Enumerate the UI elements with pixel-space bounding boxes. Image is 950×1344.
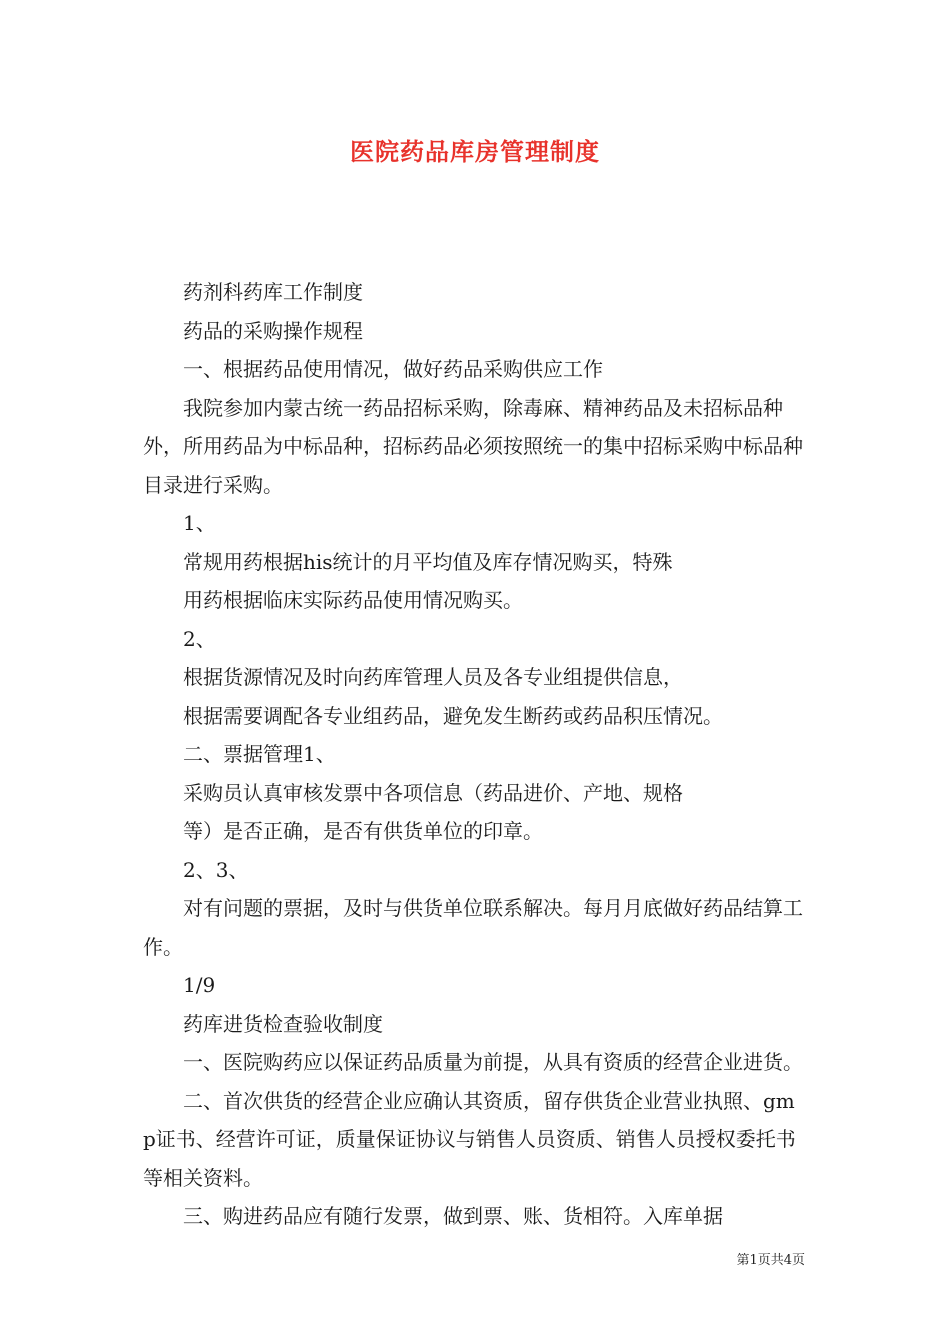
paragraph: 二、首次供货的经营企业应确认其资质，留存供货企业营业执照、gmp证书、经营许可证，质量保证协议与销售人员资质、销售人员授权委托书等相关资料。 xyxy=(143,1088,796,1190)
paragraph: 药剂科药库工作制度 xyxy=(183,280,363,304)
paragraph: 对有问题的票据，及时与供货单位联系解决。每月月底做好药品结算工作。 xyxy=(143,896,803,959)
document-body xyxy=(143,273,807,1236)
paragraph: 三、购进药品应有随行发票，做到票、账、货相符。入库单据 xyxy=(183,1204,723,1228)
paragraph: 一、医院购药应以保证药品质量为前提，从具有资质的经营企业进货。 xyxy=(183,1050,803,1074)
paragraph: 1/9 xyxy=(183,973,216,997)
paragraph: 药库进货检查验收制度 xyxy=(183,1011,383,1036)
paragraph: 2、 xyxy=(183,626,216,651)
paragraph: 一、根据药品使用情况，做好药品采购供应工作 xyxy=(183,357,603,381)
document-title: 医院药品库房管理制度 xyxy=(350,137,600,166)
paragraph: 根据需要调配各专业组药品，避免发生断药或药品积压情况。 xyxy=(183,703,723,728)
paragraph: 根据货源情况及时向药库管理人员及各专业组提供信息， xyxy=(183,665,683,689)
paragraph: 等）是否正确，是否有供货单位的印章。 xyxy=(183,819,543,843)
paragraph: 常规用药根据his统计的月平均值及库存情况购买，特殊 xyxy=(183,549,673,574)
paragraph: 用药根据临床实际药品使用情况购买。 xyxy=(183,588,523,612)
paragraph: 药品的采购操作规程 xyxy=(183,318,363,343)
paragraph: 我院参加内蒙古统一药品招标采购，除毒麻、精神药品及未招标品种外，所用药品为中标品种，招标药品必须按照统一的集中招标采购中标品种目录进行采购。 xyxy=(143,395,803,497)
paragraph: 二、票据管理1、 xyxy=(183,742,336,766)
paragraph: 2、3、 xyxy=(183,857,249,882)
paragraph: 1、 xyxy=(183,511,216,535)
page-number-footer: 第1页共4页 xyxy=(736,1253,805,1268)
paragraph: 采购员认真审核发票中各项信息（药品进价、产地、规格 xyxy=(183,780,683,805)
